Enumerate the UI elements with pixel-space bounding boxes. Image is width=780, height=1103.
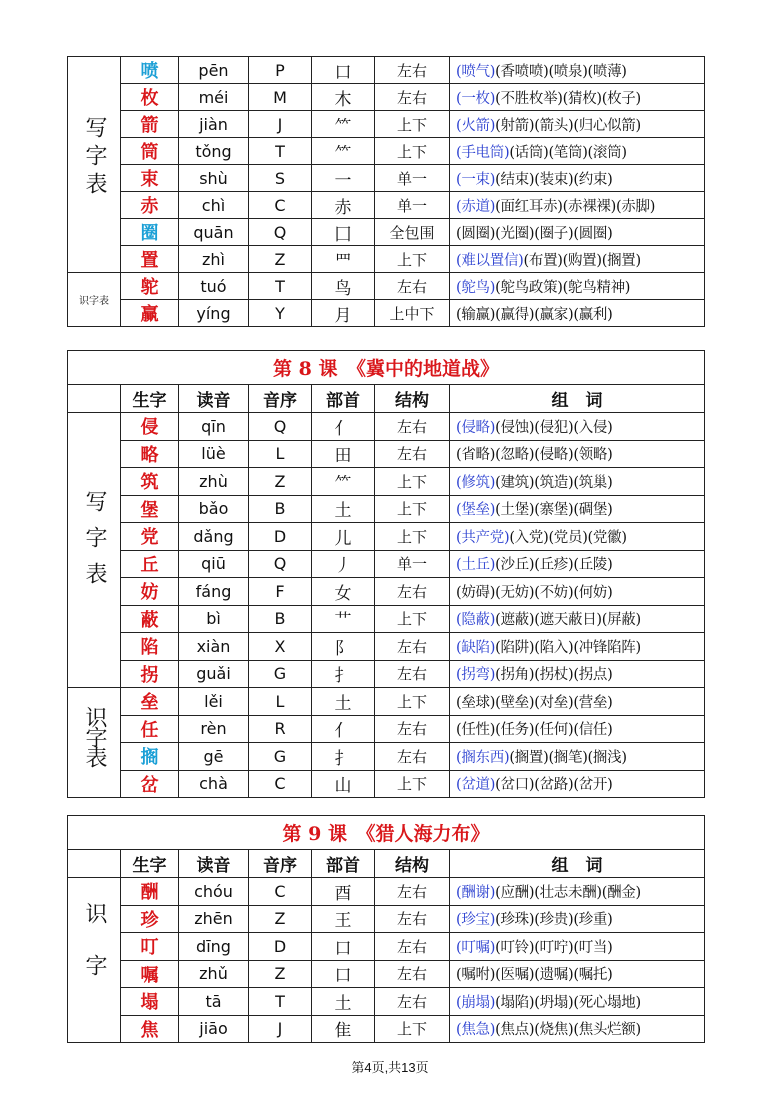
radical-cell: 鸟 xyxy=(312,273,375,300)
section-cell xyxy=(68,878,121,1043)
highlight-word: (岔道) xyxy=(456,777,496,794)
other-words: (话筒)(笔筒)(滚筒) xyxy=(509,144,627,161)
structure-cell: 单一 xyxy=(375,550,450,578)
highlight-word: (缺陷) xyxy=(456,639,496,656)
table-row xyxy=(68,300,705,327)
highlight-word: (手电筒) xyxy=(456,144,510,161)
structure-cell: 上下 xyxy=(375,138,450,165)
structure-cell: 上下 xyxy=(375,468,450,496)
radical-cell: ⺮ xyxy=(312,138,375,165)
character-cell: 侵 xyxy=(121,413,179,441)
character-cell: 筒 xyxy=(121,138,179,165)
initial-cell: Q xyxy=(249,413,312,441)
table-row xyxy=(68,660,705,688)
table-continued xyxy=(67,56,705,327)
initial-cell: Z xyxy=(249,468,312,496)
header-cell: 结构 xyxy=(375,850,450,878)
words-cell xyxy=(450,523,705,551)
pinyin-cell: bì xyxy=(179,605,249,633)
highlight-word: (焦急) xyxy=(456,1022,496,1039)
table-row xyxy=(68,988,705,1016)
pinyin-cell: chì xyxy=(179,192,249,219)
structure-cell: 左右 xyxy=(375,715,450,743)
table-row xyxy=(68,495,705,523)
character-cell: 蔽 xyxy=(121,605,179,633)
character-cell: 焦 xyxy=(121,1015,179,1043)
initial-cell: C xyxy=(249,878,312,906)
character-cell: 喷 xyxy=(121,57,179,84)
header-cell: 生字 xyxy=(121,850,179,878)
highlight-word: (珍宝) xyxy=(456,912,496,929)
words-cell xyxy=(450,743,705,771)
other-words: (输赢)(赢得)(赢家)(赢利) xyxy=(456,306,613,323)
pinyin-cell: tǒng xyxy=(179,138,249,165)
table-row xyxy=(68,743,705,771)
character-cell: 珍 xyxy=(121,905,179,933)
initial-cell: C xyxy=(249,770,312,798)
highlight-word: (拐弯) xyxy=(456,667,496,684)
character-cell: 圈 xyxy=(121,219,179,246)
words-cell xyxy=(450,960,705,988)
table-row xyxy=(68,523,705,551)
radical-cell: 赤 xyxy=(312,192,375,219)
radical-cell: 酉 xyxy=(312,878,375,906)
initial-cell: L xyxy=(249,440,312,468)
initial-cell: J xyxy=(249,111,312,138)
character-cell: 拐 xyxy=(121,660,179,688)
lesson-title: 第 9 课 《猎人海力布》 xyxy=(68,816,705,850)
initial-cell: R xyxy=(249,715,312,743)
highlight-word: (修筑) xyxy=(456,474,496,491)
table-row xyxy=(68,633,705,661)
radical-cell: 口 xyxy=(312,960,375,988)
header-cell: 读音 xyxy=(179,385,249,413)
table-row xyxy=(68,468,705,496)
initial-cell: G xyxy=(249,743,312,771)
initial-cell: Q xyxy=(249,550,312,578)
words-cell xyxy=(450,495,705,523)
highlight-word: (侵略) xyxy=(456,419,496,436)
pinyin-cell: méi xyxy=(179,84,249,111)
table-row xyxy=(68,933,705,961)
highlight-word: (堡垒) xyxy=(456,502,496,519)
other-words: (垒球)(壁垒)(对垒)(营垒) xyxy=(456,694,613,711)
radical-cell: 土 xyxy=(312,495,375,523)
radical-cell: 口 xyxy=(312,933,375,961)
highlight-word: (一枚) xyxy=(456,90,496,107)
other-words: (不胜枚举)(猜枚)(枚子) xyxy=(495,90,641,107)
structure-cell: 上下 xyxy=(375,495,450,523)
highlight-word: (一束) xyxy=(456,171,496,188)
pinyin-cell: jiāo xyxy=(179,1015,249,1043)
other-words: (侵蚀)(侵犯)(入侵) xyxy=(495,419,613,436)
initial-cell: P xyxy=(249,57,312,84)
lesson-8-table xyxy=(67,350,705,798)
other-words: (妨碍)(无妨)(不妨)(何妨) xyxy=(456,584,613,601)
table-row xyxy=(68,111,705,138)
table-row xyxy=(68,219,705,246)
other-words: (焦点)(烧焦)(焦头烂额) xyxy=(495,1022,641,1039)
other-words: (沙丘)(丘疹)(丘陵) xyxy=(495,557,613,574)
table-row xyxy=(68,605,705,633)
pinyin-cell: quān xyxy=(179,219,249,246)
section-label: 识字 xyxy=(82,901,107,1006)
table-row xyxy=(68,770,705,798)
words-cell xyxy=(450,715,705,743)
section-label: 写字表 xyxy=(82,116,107,200)
other-words: (叮铃)(叮咛)(叮当) xyxy=(495,939,613,956)
initial-cell: S xyxy=(249,165,312,192)
radical-cell: 土 xyxy=(312,688,375,716)
character-cell: 箭 xyxy=(121,111,179,138)
character-cell: 赢 xyxy=(121,300,179,327)
header-cell: 结构 xyxy=(375,385,450,413)
character-cell: 酬 xyxy=(121,878,179,906)
other-words: (应酬)(壮志未酬)(酬金) xyxy=(495,884,641,901)
structure-cell: 左右 xyxy=(375,988,450,1016)
words-cell xyxy=(450,192,705,219)
section-cell xyxy=(68,273,121,327)
pinyin-cell: tuó xyxy=(179,273,249,300)
structure-cell: 左右 xyxy=(375,84,450,111)
structure-cell: 左右 xyxy=(375,440,450,468)
radical-cell: 艹 xyxy=(312,605,375,633)
initial-cell: Q xyxy=(249,219,312,246)
character-cell: 岔 xyxy=(121,770,179,798)
structure-cell: 上下 xyxy=(375,523,450,551)
pinyin-cell: zhǔ xyxy=(179,960,249,988)
character-cell: 叮 xyxy=(121,933,179,961)
table-row xyxy=(68,138,705,165)
initial-cell: D xyxy=(249,933,312,961)
header-cell: 组 词 xyxy=(450,385,705,413)
initial-cell: X xyxy=(249,633,312,661)
highlight-word: (难以置信) xyxy=(456,252,524,269)
other-words: (陷阱)(陷入)(冲锋陷阵) xyxy=(495,639,641,656)
structure-cell: 上下 xyxy=(375,111,450,138)
table-row xyxy=(68,246,705,273)
section-label: 写字表 xyxy=(82,489,107,598)
other-words: (布置)(购置)(搁置) xyxy=(523,252,641,269)
character-cell: 赤 xyxy=(121,192,179,219)
radical-cell: 丿 xyxy=(312,550,375,578)
words-cell xyxy=(450,219,705,246)
radical-cell: ⺮ xyxy=(312,111,375,138)
character-cell: 塌 xyxy=(121,988,179,1016)
lesson-9-table xyxy=(67,815,705,1043)
highlight-word: (酬谢) xyxy=(456,884,496,901)
radical-cell: 扌 xyxy=(312,660,375,688)
pinyin-cell: lüè xyxy=(179,440,249,468)
highlight-word: (火箭) xyxy=(456,117,496,134)
character-cell: 任 xyxy=(121,715,179,743)
table-row xyxy=(68,688,705,716)
words-cell xyxy=(450,413,705,441)
character-cell: 束 xyxy=(121,165,179,192)
table-row xyxy=(68,878,705,906)
table-row xyxy=(68,413,705,441)
pinyin-cell: zhù xyxy=(179,468,249,496)
structure-cell: 上下 xyxy=(375,246,450,273)
initial-cell: Z xyxy=(249,905,312,933)
structure-cell: 单一 xyxy=(375,192,450,219)
pinyin-cell: shù xyxy=(179,165,249,192)
words-cell xyxy=(450,165,705,192)
structure-cell: 左右 xyxy=(375,933,450,961)
highlight-word: (喷气) xyxy=(456,63,496,80)
other-words: (搁置)(搁笔)(搁浅) xyxy=(509,749,627,766)
header-cell: 生字 xyxy=(121,385,179,413)
structure-cell: 上中下 xyxy=(375,300,450,327)
words-cell xyxy=(450,440,705,468)
radical-cell: 王 xyxy=(312,905,375,933)
radical-cell: 儿 xyxy=(312,523,375,551)
radical-cell: 田 xyxy=(312,440,375,468)
pinyin-cell: chóu xyxy=(179,878,249,906)
words-cell xyxy=(450,468,705,496)
words-cell xyxy=(450,933,705,961)
highlight-word: (赤道) xyxy=(456,198,496,215)
character-cell: 党 xyxy=(121,523,179,551)
pinyin-cell: jiàn xyxy=(179,111,249,138)
initial-cell: B xyxy=(249,495,312,523)
words-cell xyxy=(450,578,705,606)
other-words: (鸵鸟政策)(鸵鸟精神) xyxy=(495,279,631,296)
radical-cell: 阝 xyxy=(312,633,375,661)
table-row xyxy=(68,57,705,84)
words-cell xyxy=(450,660,705,688)
table-row xyxy=(68,550,705,578)
words-cell xyxy=(450,550,705,578)
header-cell: 组 词 xyxy=(450,850,705,878)
character-cell: 妨 xyxy=(121,578,179,606)
structure-cell: 左右 xyxy=(375,578,450,606)
words-cell xyxy=(450,111,705,138)
initial-cell: F xyxy=(249,578,312,606)
words-cell xyxy=(450,246,705,273)
words-cell xyxy=(450,633,705,661)
table-row xyxy=(68,905,705,933)
words-cell xyxy=(450,138,705,165)
initial-cell: Y xyxy=(249,300,312,327)
other-words: (建筑)(筑造)(筑巢) xyxy=(495,474,613,491)
highlight-word: (鸵鸟) xyxy=(456,279,496,296)
header-cell: 音序 xyxy=(249,850,312,878)
initial-cell: Z xyxy=(249,960,312,988)
words-cell xyxy=(450,770,705,798)
words-cell xyxy=(450,605,705,633)
radical-cell: 囗 xyxy=(312,219,375,246)
radical-cell: 亻 xyxy=(312,715,375,743)
structure-cell: 上下 xyxy=(375,605,450,633)
other-words: (岔口)(岔路)(岔开) xyxy=(495,777,613,794)
other-words: (香喷喷)(喷泉)(喷薄) xyxy=(495,63,627,80)
pinyin-cell: rèn xyxy=(179,715,249,743)
table-row xyxy=(68,1015,705,1043)
words-cell xyxy=(450,300,705,327)
pinyin-cell: guǎi xyxy=(179,660,249,688)
character-cell: 鸵 xyxy=(121,273,179,300)
initial-cell: T xyxy=(249,988,312,1016)
pinyin-cell: dīng xyxy=(179,933,249,961)
table-row xyxy=(68,960,705,988)
character-cell: 丘 xyxy=(121,550,179,578)
radical-cell: 亻 xyxy=(312,413,375,441)
pinyin-cell: dǎng xyxy=(179,523,249,551)
words-cell xyxy=(450,273,705,300)
initial-cell: G xyxy=(249,660,312,688)
initial-cell: M xyxy=(249,84,312,111)
other-words: (嘱咐)(医嘱)(遗嘱)(嘱托) xyxy=(456,967,613,984)
structure-cell: 左右 xyxy=(375,905,450,933)
initial-cell: T xyxy=(249,273,312,300)
structure-cell: 左右 xyxy=(375,273,450,300)
radical-cell: 扌 xyxy=(312,743,375,771)
character-cell: 搁 xyxy=(121,743,179,771)
table-row xyxy=(68,578,705,606)
radical-cell: ⺮ xyxy=(312,468,375,496)
other-words: (任性)(任务)(任何)(信任) xyxy=(456,722,613,739)
character-cell: 筑 xyxy=(121,468,179,496)
header-cell: 部首 xyxy=(312,385,375,413)
highlight-word: (土丘) xyxy=(456,557,496,574)
words-cell xyxy=(450,688,705,716)
character-cell: 枚 xyxy=(121,84,179,111)
other-words: (结束)(装束)(约束) xyxy=(495,171,613,188)
highlight-word: (隐蔽) xyxy=(456,612,496,629)
initial-cell: C xyxy=(249,192,312,219)
words-cell xyxy=(450,1015,705,1043)
structure-cell: 左右 xyxy=(375,743,450,771)
character-cell: 置 xyxy=(121,246,179,273)
section-label: 识字表 xyxy=(82,706,107,766)
highlight-word: (叮嘱) xyxy=(456,939,496,956)
words-cell xyxy=(450,84,705,111)
page-footer: 第4页,共13页 xyxy=(351,1060,429,1075)
radical-cell: 山 xyxy=(312,770,375,798)
initial-cell: J xyxy=(249,1015,312,1043)
initial-cell: Z xyxy=(249,246,312,273)
table-row xyxy=(68,192,705,219)
pinyin-cell: bǎo xyxy=(179,495,249,523)
pinyin-cell: zhēn xyxy=(179,905,249,933)
pinyin-cell: zhì xyxy=(179,246,249,273)
other-words: (遮蔽)(遮天蔽日)(屏蔽) xyxy=(495,612,641,629)
character-cell: 陷 xyxy=(121,633,179,661)
character-cell: 垒 xyxy=(121,688,179,716)
words-cell xyxy=(450,988,705,1016)
section-cell xyxy=(68,413,121,688)
highlight-word: (搁东西) xyxy=(456,749,510,766)
other-words: (面红耳赤)(赤裸裸)(赤脚) xyxy=(495,198,656,215)
structure-cell: 左右 xyxy=(375,633,450,661)
pinyin-cell: lěi xyxy=(179,688,249,716)
pinyin-cell: fáng xyxy=(179,578,249,606)
radical-cell: 月 xyxy=(312,300,375,327)
section-cell xyxy=(68,688,121,798)
pinyin-cell: tā xyxy=(179,988,249,1016)
pinyin-cell: qīn xyxy=(179,413,249,441)
pinyin-cell: chà xyxy=(179,770,249,798)
lesson-title: 第 8 课 《冀中的地道战》 xyxy=(68,351,705,385)
pinyin-cell: pēn xyxy=(179,57,249,84)
radical-cell: 女 xyxy=(312,578,375,606)
other-words: (土堡)(寨堡)(碉堡) xyxy=(495,502,613,519)
radical-cell: 土 xyxy=(312,988,375,1016)
structure-cell: 全包围 xyxy=(375,219,450,246)
words-cell xyxy=(450,905,705,933)
initial-cell: L xyxy=(249,688,312,716)
other-words: (入党)(党员)(党徽) xyxy=(509,529,627,546)
table-row xyxy=(68,273,705,300)
radical-cell: 木 xyxy=(312,84,375,111)
section-cell xyxy=(68,57,121,273)
other-words: (塌陷)(坍塌)(死心塌地) xyxy=(495,994,641,1011)
table-row xyxy=(68,440,705,468)
structure-cell: 左右 xyxy=(375,57,450,84)
initial-cell: B xyxy=(249,605,312,633)
other-words: (拐角)(拐杖)(拐点) xyxy=(495,667,613,684)
character-cell: 略 xyxy=(121,440,179,468)
highlight-word: (共产党) xyxy=(456,529,510,546)
table-row xyxy=(68,84,705,111)
structure-cell: 左右 xyxy=(375,413,450,441)
table-row xyxy=(68,715,705,743)
character-cell: 堡 xyxy=(121,495,179,523)
structure-cell: 左右 xyxy=(375,878,450,906)
section-label: 识字表 xyxy=(79,296,109,307)
pinyin-cell: qiū xyxy=(179,550,249,578)
highlight-word: (崩塌) xyxy=(456,994,496,1011)
structure-cell: 单一 xyxy=(375,165,450,192)
structure-cell: 上下 xyxy=(375,770,450,798)
words-cell xyxy=(450,878,705,906)
header-cell: 音序 xyxy=(249,385,312,413)
initial-cell: T xyxy=(249,138,312,165)
pinyin-cell: xiàn xyxy=(179,633,249,661)
character-cell: 嘱 xyxy=(121,960,179,988)
other-words: (射箭)(箭头)(归心似箭) xyxy=(495,117,641,134)
initial-cell: D xyxy=(249,523,312,551)
words-cell xyxy=(450,57,705,84)
header-cell: 部首 xyxy=(312,850,375,878)
structure-cell: 上下 xyxy=(375,688,450,716)
radical-cell: 罒 xyxy=(312,246,375,273)
pinyin-cell: yíng xyxy=(179,300,249,327)
pinyin-cell: gē xyxy=(179,743,249,771)
radical-cell: 一 xyxy=(312,165,375,192)
radical-cell: 口 xyxy=(312,57,375,84)
other-words: (珍珠)(珍贵)(珍重) xyxy=(495,912,613,929)
other-words: (省略)(忽略)(侵略)(领略) xyxy=(456,447,613,464)
structure-cell: 左右 xyxy=(375,960,450,988)
table-row xyxy=(68,165,705,192)
structure-cell: 上下 xyxy=(375,1015,450,1043)
header-cell: 读音 xyxy=(179,850,249,878)
structure-cell: 左右 xyxy=(375,660,450,688)
other-words: (圆圈)(光圈)(圈子)(圆圈) xyxy=(456,225,613,242)
radical-cell: 隹 xyxy=(312,1015,375,1043)
